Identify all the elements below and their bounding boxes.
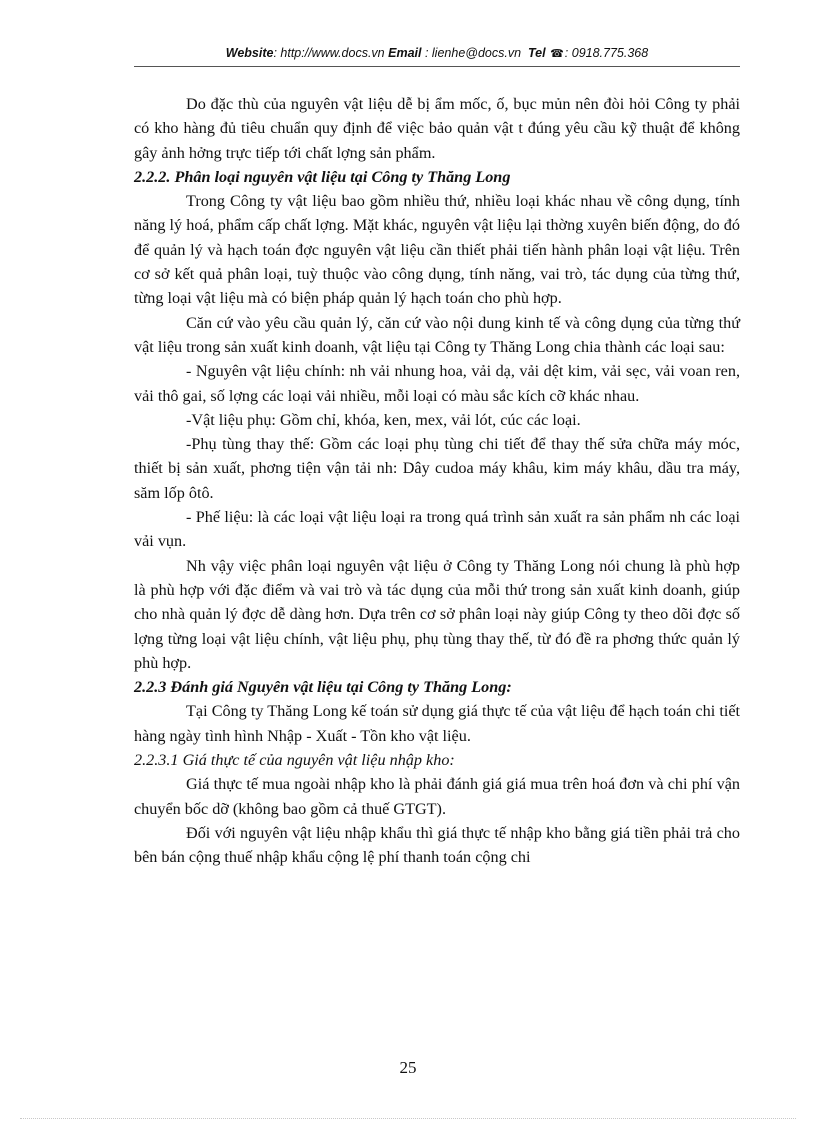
paragraph: Trong Công ty vật liệu bao gồm nhiều thứ, nhiều loại khác nhau về công dụng, tính năng lý hoá, phẩm cấp chất lợng. Mặt khác, nguyên vật liệu lại thờng xuyên biến động, do đó để quản lý và hạch toán đợc nguyên vật liệu cần thiết phải tiến hành phân loại vật liệu. Trên cơ sở kết quả phân loại, tuỳ thuộc vào công dụng, tính năng, vai trò, tác dụng của từng thứ, từng loại vật liệu mà có biện pháp quản lý hạch toán cho phù hợp. bbox=[134, 192, 740, 308]
paragraph: Tại Công ty Thăng Long kế toán sử dụng giá thực tế của vật liệu để hạch toán chi tiết hàng ngày tình hình Nhập - Xuất - Tồn kho vật liệu. bbox=[134, 702, 740, 745]
list-item: -Vật liệu phụ: Gồm chỉ, khóa, ken, mex, vải lót, cúc các loại. bbox=[186, 410, 581, 429]
website-value: : http://www.docs.vn bbox=[273, 46, 385, 60]
header-divider bbox=[134, 66, 740, 67]
page-bottom-divider bbox=[20, 1118, 796, 1119]
list-item: - Phế liệu: là các loại vật liệu loại ra trong quá trình sản xuất ra sản phẩm nh các loại vải vụn. bbox=[134, 508, 740, 551]
paragraph: Nh vậy việc phân loại nguyên vật liệu ở Công ty Thăng Long nói chung là phù hợp là phù hợp với đặc điểm và vai trò và tác dụng của mỗi thứ trong sản xuất kinh doanh, giúp cho nhà quản lý đợc dễ dàng hơn. Dựa trên cơ sở phân loại này giúp Công ty theo dõi đợc số lợng từng loại vật liệu chính, vật liệu phụ, phụ tùng thay thế, từ đó đề ra phơng thức quản lý phù hợp. bbox=[134, 556, 740, 672]
section-heading: 2.2.3 Đánh giá Nguyên vật liệu tại Công ty Thăng Long: bbox=[134, 678, 512, 697]
email-label: Email bbox=[388, 46, 422, 60]
tel-label: Tel bbox=[528, 46, 546, 60]
email-value: : lienhe@docs.vn bbox=[421, 46, 522, 60]
list-item: - Nguyên vật liệu chính: nh vải nhung hoa, vải dạ, vải dệt kim, vải sẹc, vải voan ren, vải thô gai, số lợng các loại vải nhiều, mỗi loại có màu sắc kích cỡ khác nhau. bbox=[134, 362, 740, 405]
section-heading: 2.2.2. Phân loại nguyên vật liệu tại Công ty Thăng Long bbox=[134, 167, 511, 186]
phone-icon: ☎ bbox=[550, 48, 564, 60]
page-header bbox=[134, 46, 740, 60]
tel-value: : 0918.775.368 bbox=[564, 46, 649, 60]
document-body bbox=[134, 92, 740, 870]
page-number: 25 bbox=[399, 1058, 417, 1077]
paragraph: Do đặc thù của nguyên vật liệu dễ bị ẩm mốc, ố, bục mủn nên đòi hỏi Công ty phải có kho hàng đủ tiêu chuẩn quy định để việc bảo quản vật t đúng yêu cầu kỹ thuật để không gây ảnh hởng trực tiếp tới chất lợng sản phẩm. bbox=[134, 95, 740, 162]
paragraph: Căn cứ vào yêu cầu quản lý, căn cứ vào nội dung kinh tế và công dụng của từng thứ vật liệu trong sản xuất kinh doanh, vật liệu tại Công ty Thăng Long chia thành các loại sau: bbox=[134, 313, 740, 356]
list-item: -Phụ tùng thay thế: Gồm các loại phụ tùng chi tiết để thay thế sửa chữa máy móc, thiết bị sản xuất, phơng tiện vận tải nh: Dây cudoa máy khâu, kim máy khâu, dầu tra máy, săm lốp ôtô. bbox=[134, 435, 740, 502]
website-label: Website bbox=[225, 46, 274, 60]
subsection-heading: 2.2.3.1 Giá thực tế của nguyên vật liệu nhập kho: bbox=[134, 751, 455, 770]
paragraph: Giá thực tế mua ngoài nhập kho là phải đánh giá giá mua trên hoá đơn và chi phí vận chuyển bốc dỡ (không bao gồm cả thuế GTGT). bbox=[134, 775, 740, 818]
paragraph: Đối với nguyên vật liệu nhập khẩu thì giá thực tế nhập kho bằng giá tiền phải trả cho bên bán cộng thuế nhập khẩu cộng lệ phí thanh toán cộng chi bbox=[134, 823, 740, 867]
